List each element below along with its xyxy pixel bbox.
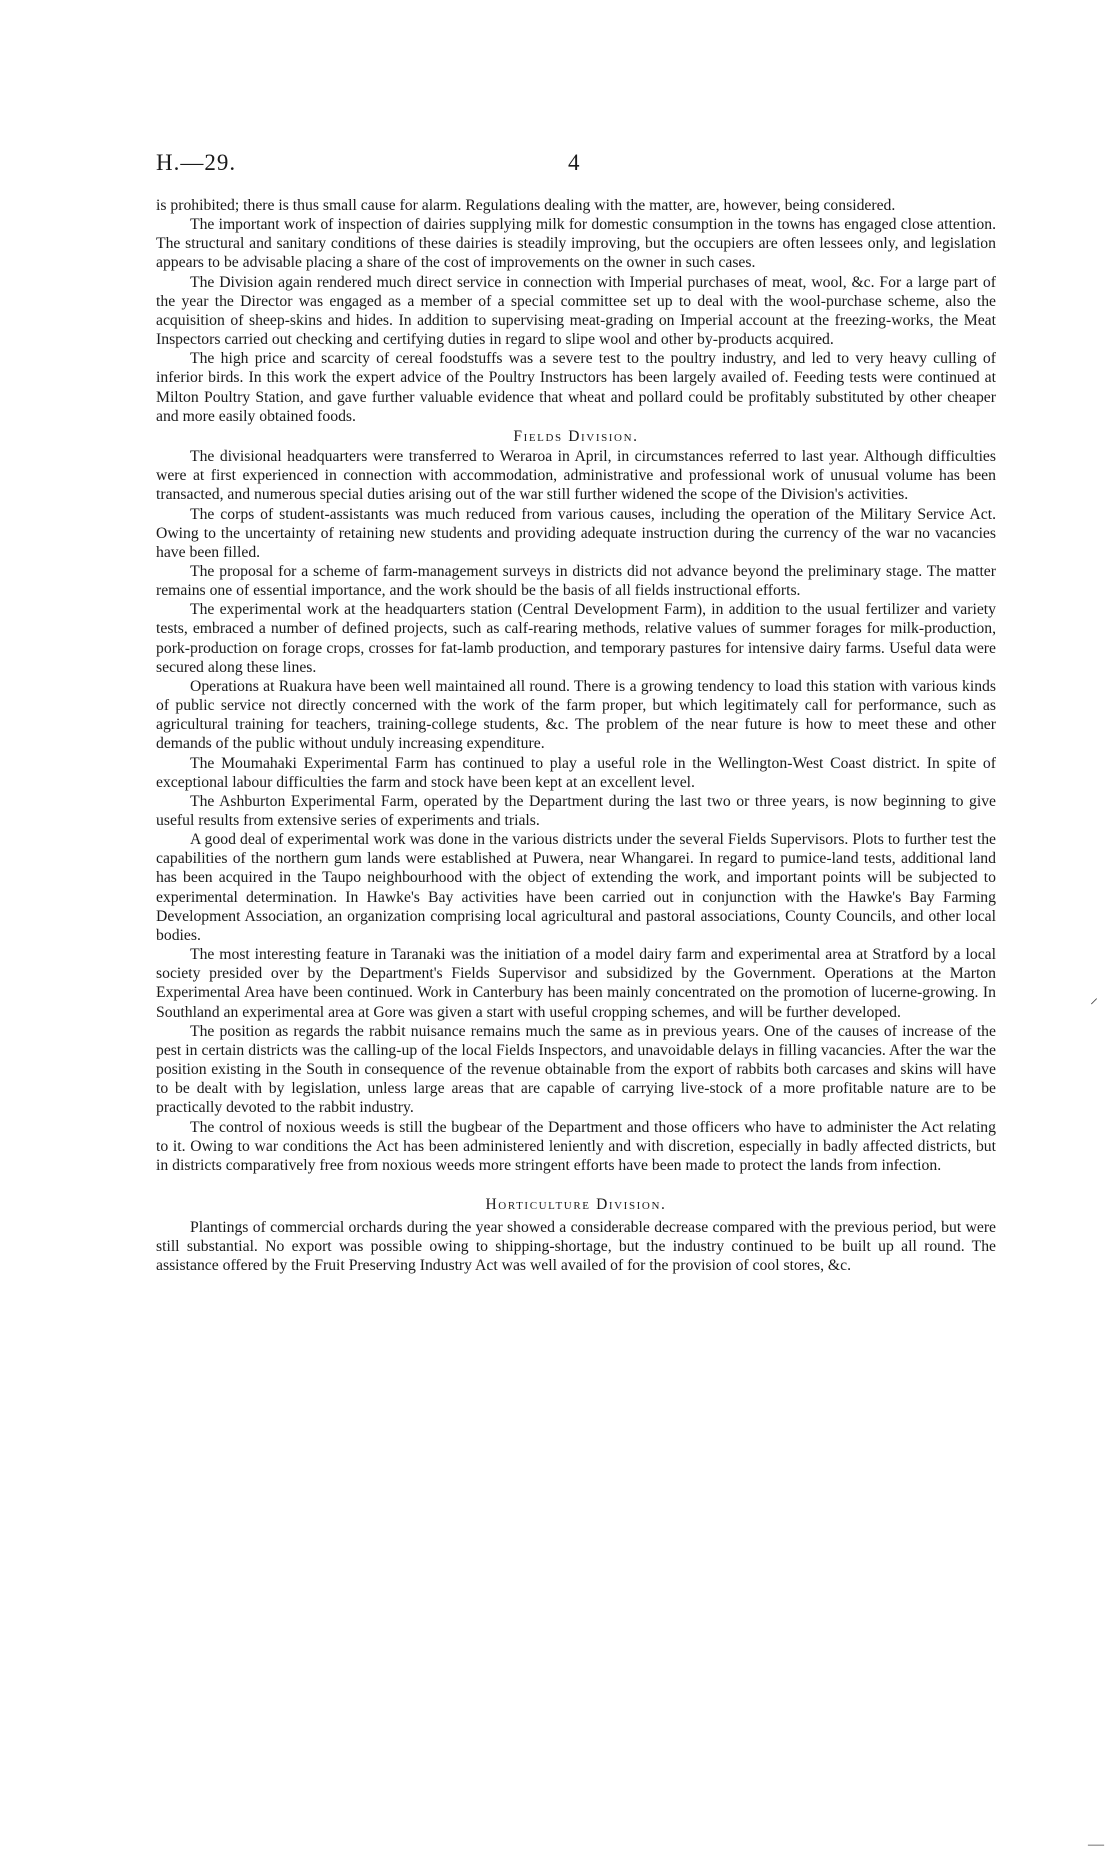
page-identifier: H.—29.: [156, 150, 237, 175]
body-paragraph: The corps of student-assistants was much reduced from various causes, including the operation of the Military Service Act. Owing to the uncertainty of retaining new students and providing adequate instruction during the currency of the war no vacancies have been filled.: [156, 505, 996, 561]
body-paragraph: A good deal of experimental work was done in the various districts under the several Fields Supervisors. Plots to further test the capabilities of the northern gum lands were established at Puwera, near Whangarei. In regard to pumice-land tests, additional land has been acquired in the Taupo neighbourhood with the object of extending the work, and important points will be subjected to experimental determination. In Hawke's Bay activities have been carried out in conjunction with the Hawke's Bay Farming Development Association, an organization comprising local agricultural and pastoral associations, County Councils, and other local bodies.: [156, 831, 996, 944]
body-paragraph: The Division again rendered much direct service in connection with Imperial purchases of meat, wool, &c. For a large part of the year the Director was engaged as a member of a special committee set up to deal with the wool-purchase scheme, also the acquisition of sheep-skins and hides. In addition to supervising meat-grading on Imperial account at the freezing-works, the Meat Inspectors carried out checking and certifying duties in regard to slipe wool and other by-products acquired.: [156, 273, 996, 349]
body-paragraph: is prohibited; there is thus small cause for alarm. Regulations dealing with the matter, are, however, being considered.: [156, 197, 896, 214]
body-paragraph: The experimental work at the headquarters station (Central Development Farm), in addition to the usual fertilizer and variety tests, embraced a number of defined projects, such as calf-rearing methods, relative values of summer forages for milk-production, pork-production on forage crops, crosses for fat-lamb production, and temporary pastures for intensive dairy farms. Useful data were secured along these lines.: [156, 601, 996, 676]
page-header: [156, 150, 996, 182]
body-paragraph: Operations at Ruakura have been well maintained all round. There is a growing tendency to load this station with various kinds of public service not directly concerned with the work of the farm proper, but which legitimately call for performance, such as agricultural training for teachers, training-college students, &c. The problem of the near future is how to meet these and other demands of the public without unduly increasing expenditure.: [156, 677, 996, 753]
margin-tick-mark: ⸝: [1090, 990, 1099, 1007]
section-heading-fields-division: Fields Division.: [513, 427, 639, 445]
page-number: 4: [568, 150, 580, 175]
page-body: [156, 196, 996, 1276]
body-paragraph: The proposal for a scheme of farm-management surveys in districts did not advance beyond the preliminary stage. The matter remains one of essential importance, and the work should be the basis of all fields instructional efforts.: [156, 562, 996, 600]
body-paragraph: The Moumahaki Experimental Farm has continued to play a useful role in the Wellington-West Coast district. In spite of exceptional labour difficulties the farm and stock have been kept at an excellent level.: [156, 754, 996, 791]
body-paragraph: The high price and scarcity of cereal foodstuffs was a severe test to the poultry industry, and led to very heavy culling of inferior birds. In this work the expert advice of the Poultry Instructors has been largely availed of. Feeding tests were continued at Milton Poultry Station, and gave further valuable evidence that wheat and pollard could be profitably substituted by other cheaper and more easily obtained foods.: [156, 350, 996, 425]
body-paragraph: The important work of inspection of dairies supplying milk for domestic consumption in the towns has engaged close attention. The structural and sanitary conditions of these dairies is steadily improving, but the occupiers are often lessees only, and legislation appears to be advisable placing a share of the cost of improvements on the owner in such cases.: [156, 216, 996, 272]
margin-dash-mark: —: [1088, 1836, 1104, 1853]
body-paragraph: The divisional headquarters were transferred to Weraroa in April, in circumstances referred to last year. Although difficulties were at first experienced in connection with accommodation, administrative and professional work of unusual volume has been transacted, and numerous special duties arising out of the war still further widened the scope of the Division's activities.: [156, 448, 996, 504]
body-paragraph: The control of noxious weeds is still the bugbear of the Department and those officers who have to administer the Act relating to it. Owing to war conditions the Act has been administered leniently and with discretion, especially in badly affected districts, but in districts comparatively free from noxious weeds more stringent efforts have been made to protect the lands from infection.: [156, 1118, 996, 1174]
body-paragraph: The Ashburton Experimental Farm, operated by the Department during the last two or three years, is now beginning to give useful results from extensive series of experiments and trials.: [156, 792, 996, 829]
section-heading-horticulture-division: Horticulture Division.: [485, 1195, 667, 1213]
body-paragraph: Plantings of commercial orchards during the year showed a considerable decrease compared with the previous period, but were still substantial. No export was possible owing to shipping-shortage, but the industry continued to be built up all round. The assistance offered by the Fruit Preserving Industry Act was well availed of for the provision of cool stores, &c.: [156, 1219, 996, 1275]
body-paragraph: The most interesting feature in Taranaki was the initiation of a model dairy farm and experimental area at Stratford by a local society presided over by the Department's Fields Supervisor and subsidized by the Government. Operations at the Marton Experimental Area have been continued. Work in Canterbury has been mainly concentrated on the promotion of lucerne-growing. In Southland an experimental area at Gore was given a start with useful cropping schemes, and will be further developed.: [156, 946, 996, 1021]
body-paragraph: The position as regards the rabbit nuisance remains much the same as in previous years. One of the causes of increase of the pest in certain districts was the calling-up of the local Fields Inspectors, and unavoidable delays in filling vacancies. After the war the position existing in the South in consequence of the revenue obtainable from the export of rabbits both carcases and skins will have to be dealt with by legislation, unless large areas that are capable of carrying live-stock of a more profitable nature are to be practically devoted to the rabbit industry.: [156, 1022, 996, 1117]
